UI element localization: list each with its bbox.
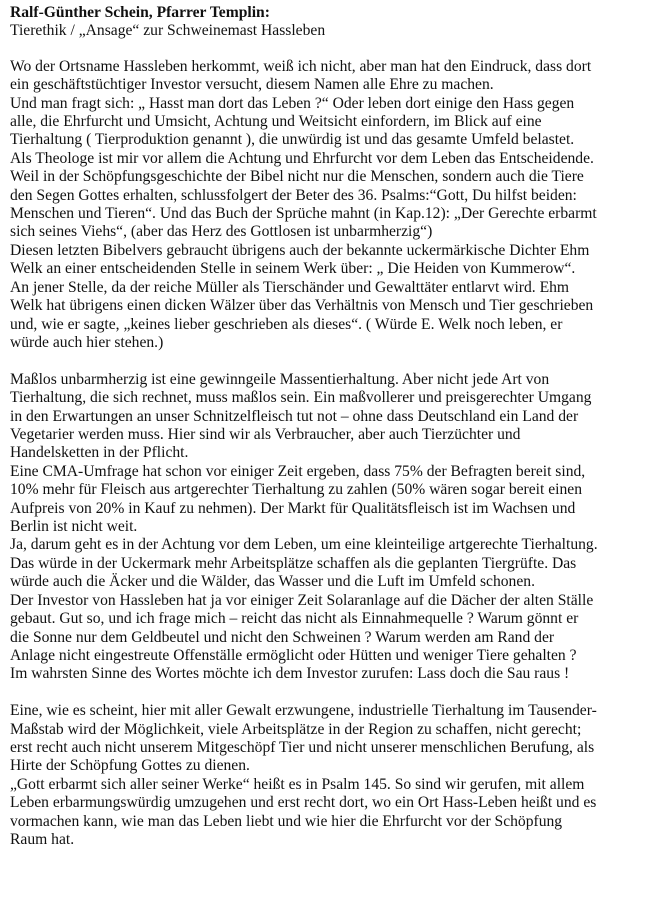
paragraph: „Gott erbarmt sich aller seiner Werke“ heißt es in Psalm 145. So sind wir gerufen, mit allem Leben erbarmungswürdig umzugehen und erst recht dort, wo ein Ort Hass-Leben heißt und es vormachen kann, wie man das Leben liebt und wie hier die Ehrfurcht vor der Schöpfung Raum hat. — [10, 775, 597, 849]
section-2 — [10, 371, 662, 684]
paragraph: Ja, darum geht es in der Achtung vor dem Leben, um eine kleinteilige artgerechte Tierhaltung. Das würde in der Uckermark mehr Arbeitsplätze schaffen als die geplanten Tiergrüfte. Das würde auch die Äcker und die Wälder, das Wasser und die Luft im Umfeld schonen. — [10, 536, 598, 591]
document-subtitle: Tierethik / „Ansage“ zur Schweinemast Hassleben — [10, 22, 326, 40]
section-1 — [10, 58, 662, 353]
paragraph: Und man fragt sich: „ Hasst man dort das Leben ?“ Oder leben dort einige den Hass gegen alle, die Ehrfurcht und Umsicht, Achtung und Weitsicht einfordern, im Blick auf eine Tierhaltung ( Tierproduktion genannt ), die unwürdig ist und das gesamte Umfeld belastet. — [10, 94, 575, 149]
paragraph-gap — [10, 352, 662, 371]
paragraph: Als Theologe ist mir vor allem die Achtung und Ehrfurcht vor dem Leben das Entscheidende. Weil in der Schöpfungsgeschichte der Bibel nicht nur die Menschen, sondern auch die Tiere den Segen Gottes erhalten, schlussfolgert der Beter des 36. Psalms:“Gott, Du hilfst beiden: Menschen und Tieren“. Und das Buch der Sprüche mahnt (in Kap.12): „Der Gerechte erbarmt sich seines Viehs“, (aber das Herz des Gottlosen ist unbarmherzig“) — [10, 149, 597, 241]
author-line: Ralf-Günther Schein, Pfarrer Templin: — [10, 4, 270, 21]
paragraph: Maßlos unbarmherzig ist eine gewinngeile Massentierhaltung. Aber nicht jede Art von Tierhaltung, die sich rechnet, muss maßlos sein. Ein maßvollerer und preisgerechter Umgang in den Erwartungen an unser Schnitzelfleisch tut not – ohne dass Deutschland ein Land der Vegetarier werden muss. Hier sind wir als Verbraucher, aber auch Tierzüchter und Handelsketten in der Pflicht. — [10, 370, 592, 462]
document-page — [10, 4, 662, 849]
paragraph: Diesen letzten Bibelvers gebraucht übrigens auch der bekannte uckermärkische Dichter Ehm Welk an einer entscheidenden Stelle in seinem Werk über: „ Die Heiden von Kummerow“. An jener Stelle, da der reiche Müller als Tierschänder und Gewalttäter entlarvt wird. Ehm Welk hat übrigens einen dicken Wälzer über das Verhältnis von Mensch und Tier geschrieben und, wie er sagte, „keines lieber geschrieben als dieses“. ( Würde E. Welk noch leben, er würde auch hier stehen.) — [10, 241, 594, 351]
section-3 — [10, 702, 662, 849]
paragraph: Eine CMA-Umfrage hat schon vor einiger Zeit ergeben, dass 75% der Befragten bereit sind, 10% mehr für Fleisch aus artgerechter Tierhaltung zu zahlen (50% wären sogar bereit einen Aufpreis von 20% in Kauf zu nehmen). Der Markt für Qualitätsfleisch ist im Wachsen und Berlin ist nicht weit. — [10, 462, 586, 536]
paragraph: Wo der Ortsname Hassleben herkommt, weiß ich nicht, aber man hat den Eindruck, dass dort ein geschäftstüchtiger Investor versucht, diesem Namen alle Ehre zu machen. — [10, 57, 592, 94]
paragraph-gap — [10, 684, 662, 703]
paragraph: Eine, wie es scheint, hier mit aller Gewalt erzwungene, industrielle Tierhaltung im Tausender- Maßstab wird der Möglichkeit, viele Arbeitsplätze in der Region zu schaffen, nicht gerecht; erst recht auch nicht unserem Mitgeschöpf Tier und nicht unserer menschlichen Berufung, als Hirte der Schöpfung Gottes zu dienen. — [10, 702, 597, 775]
paragraph: Der Investor von Hassleben hat ja vor einiger Zeit Solaranlage auf die Dächer der alten Ställe gebaut. Gut so, und ich frage mich – reicht das nicht als Einnahmequelle ? Warum gönnt er die Sonne nur dem Geldbeutel und nicht den Schweinen ? Warum werden am Rand der Anlage nicht eingestreute Offenställe ermöglicht oder Hütten und weniger Tiere gehalten ? Im wahrsten Sinne des Wortes möchte ich dem Investor zurufen: Lass doch die Sau raus ! — [10, 591, 594, 683]
